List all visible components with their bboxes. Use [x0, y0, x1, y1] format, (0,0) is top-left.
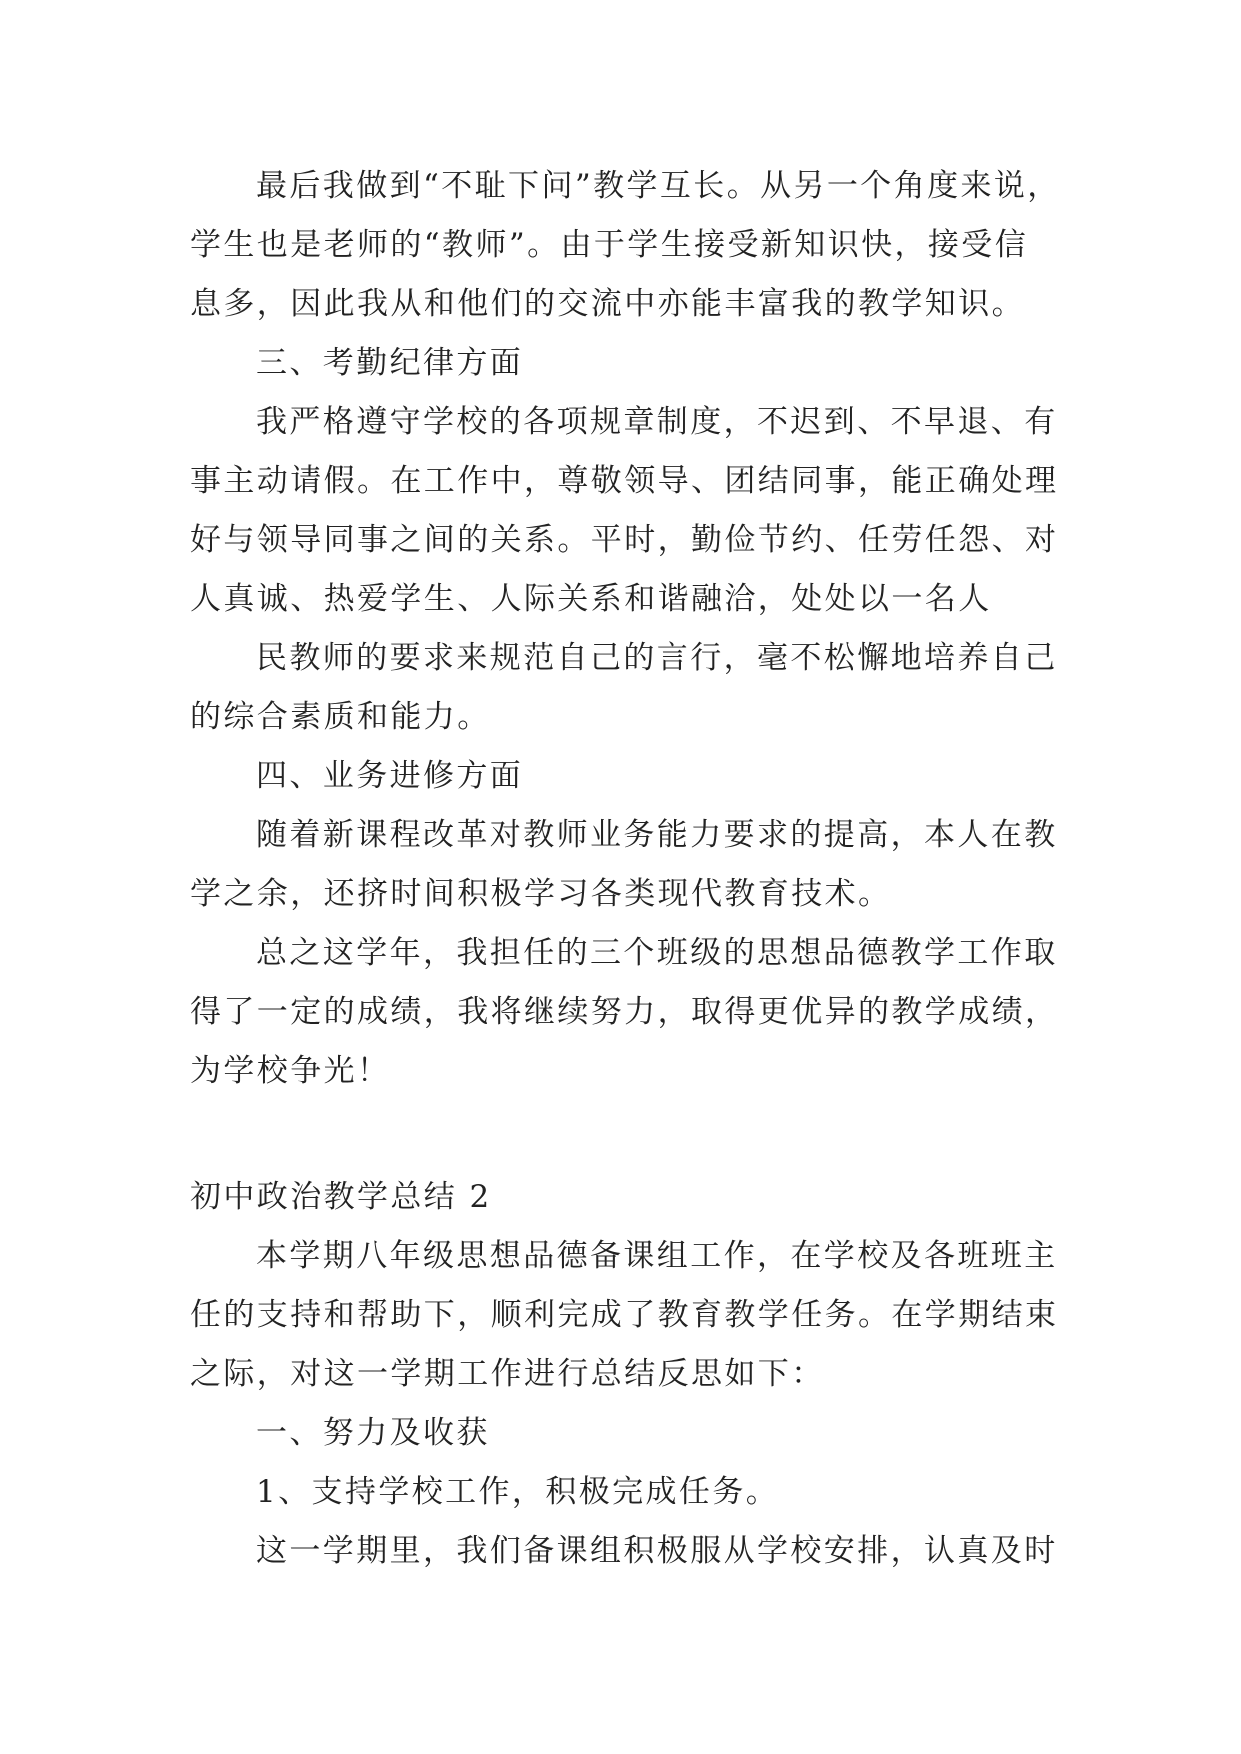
paragraph-line: 随着新课程改革对教师业务能力要求的提高，本人在教	[256, 817, 1058, 853]
paragraph-line: 总之这学年，我担任的三个班级的思想品德教学工作取	[256, 935, 1058, 971]
document-heading: 初中政治教学总结 2	[190, 1179, 492, 1215]
section-heading-training: 四、业务进修方面	[256, 758, 524, 794]
paragraph-line: 之际，对这一学期工作进行总结反思如下：	[190, 1356, 825, 1392]
paragraph-line: 这一学期里，我们备课组积极服从学校安排，认真及时	[256, 1533, 1058, 1569]
paragraph-line: 的综合素质和能力。	[190, 699, 491, 735]
paragraph-line: 我严格遵守学校的各项规章制度，不迟到、不早退、有	[256, 404, 1058, 440]
paragraph-line: 学生也是老师的“教师”。由于学生接受新知识快，接受信	[190, 227, 1029, 263]
paragraph-line: 息多，因此我从和他们的交流中亦能丰富我的教学知识。	[190, 286, 1025, 322]
paragraph-line: 最后我做到“不耻下问”教学互长。从另一个角度来说，	[256, 168, 1061, 204]
paragraph-line: 任的支持和帮助下，顺利完成了教育教学任务。在学期结束	[190, 1297, 1059, 1333]
paragraph-line: 得了一定的成绩，我将继续努力，取得更优异的教学成绩，	[190, 994, 1059, 1030]
paragraph-line: 人真诚、热爱学生、人际关系和谐融洽，处处以一名人	[190, 581, 992, 617]
paragraph-line: 事主动请假。在工作中，尊敬领导、团结同事，能正确处理	[190, 463, 1059, 499]
numbered-item: 1、支持学校工作，积极完成任务。	[256, 1474, 780, 1510]
paragraph-line: 学之余，还挤时间积极学习各类现代教育技术。	[190, 876, 892, 912]
paragraph-line: 好与领导同事之间的关系。平时，勤俭节约、任劳任怨、对	[190, 522, 1059, 558]
paragraph-line: 民教师的要求来规范自己的言行，毫不松懈地培养自己	[256, 640, 1058, 676]
section-heading-efforts: 一、努力及收获	[256, 1415, 490, 1451]
paragraph-line: 本学期八年级思想品德备课组工作，在学校及各班班主	[256, 1238, 1058, 1274]
section-heading-attendance: 三、考勤纪律方面	[256, 345, 524, 381]
paragraph-line: 为学校争光！	[190, 1053, 391, 1089]
document-body	[190, 157, 1061, 1581]
section-spacer	[190, 1101, 1054, 1168]
